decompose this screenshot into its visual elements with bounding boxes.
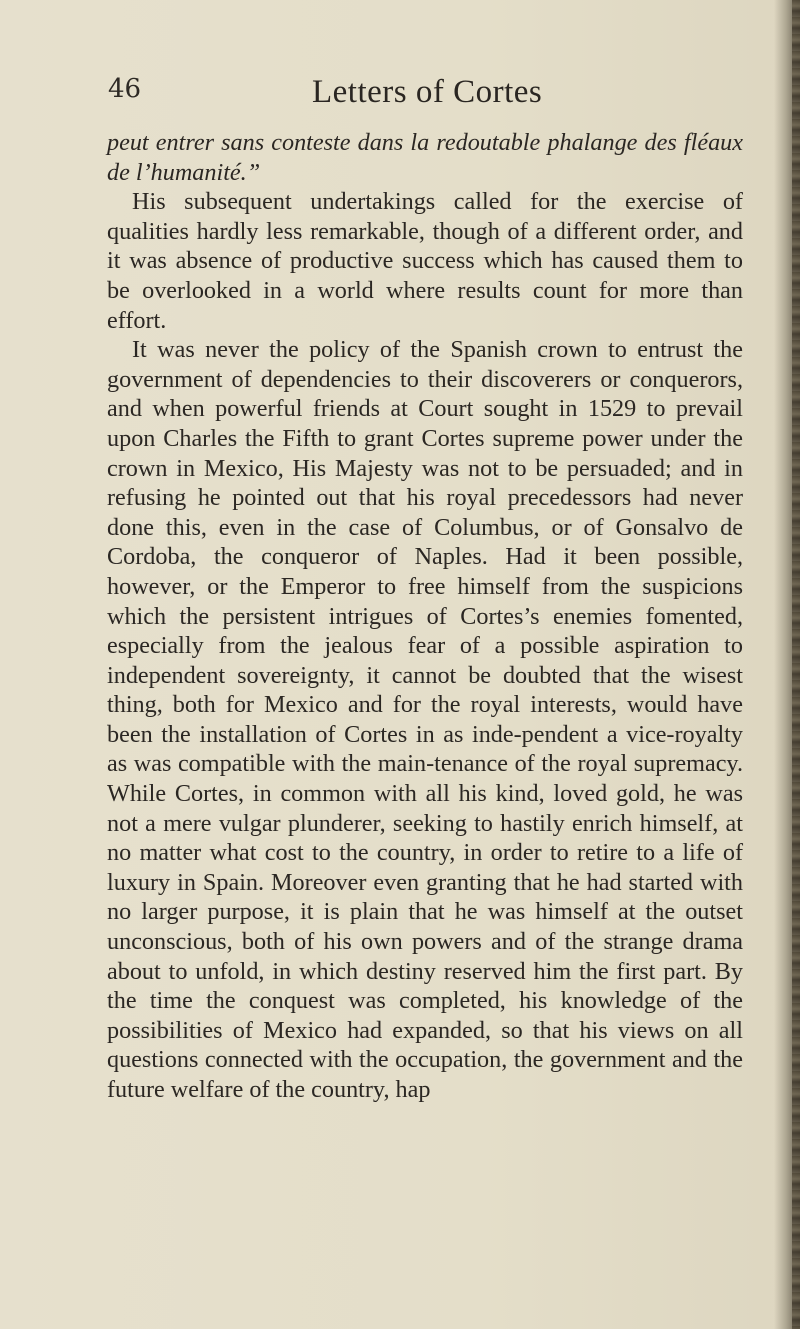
quote-continuation: peut entrer sans conteste dans la redoutable phalange des fléaux de l’humanité.” [107,129,743,186]
body-text [107,128,743,1105]
page-number: 46 [108,74,142,104]
paragraph-2: It was never the policy of the Spanish crown to entrust the government of dependencies to their discoverers or conquerors, and when powerful friends at Court sought in 1529 to prevail upon Charles the Fifth to grant Cortes supreme power under the crown in Mexico, His Majesty was not to be persuaded; and in refusing he pointed out that his royal precedessors had never done this, even in the case of Columbus, or of Gonsalvo de Cordoba, the conqueror of Naples. Had it been possible, however, or the Emperor to free himself from the suspicions which the persistent intrigues of Cortes’s enemies fomented, especially from the jealous fear of a possible aspiration to independent sovereignty, it cannot be doubted that the wisest thing, both for Mexico and for the royal interests, would have been the installation of Cortes in as inde-pendent a vice-royalty as was compatible with the main-tenance of the royal supremacy. While Cortes, in common with all his kind, loved gold, he was not a mere vulgar plunderer, seeking to hastily enrich himself, at no matter what cost to the country, in order to retire to a life of luxury in Spain. Moreover even granting that he had started with no larger purpose, it is plain that he was himself at the outset unconscious, both of his own powers and of the strange drama about to unfold, in which destiny reserved him the first part. By the time the conquest was completed, his knowledge of the possibilities of Mexico had expanded, so that his views on all questions connected with the occupation, the government and the future welfare of the country, hap [107,336,743,1103]
page-header [108,74,748,114]
running-title: Letters of Cortes [312,74,543,110]
page-edge-shadow [774,0,800,1329]
paragraph-1: His subsequent undertakings called for the exercise of qualities hardly less remarkable, though of a different order, and it was absence of productive success which has caused them to be overlooked in a world where results count for more than effort. [107,188,743,334]
